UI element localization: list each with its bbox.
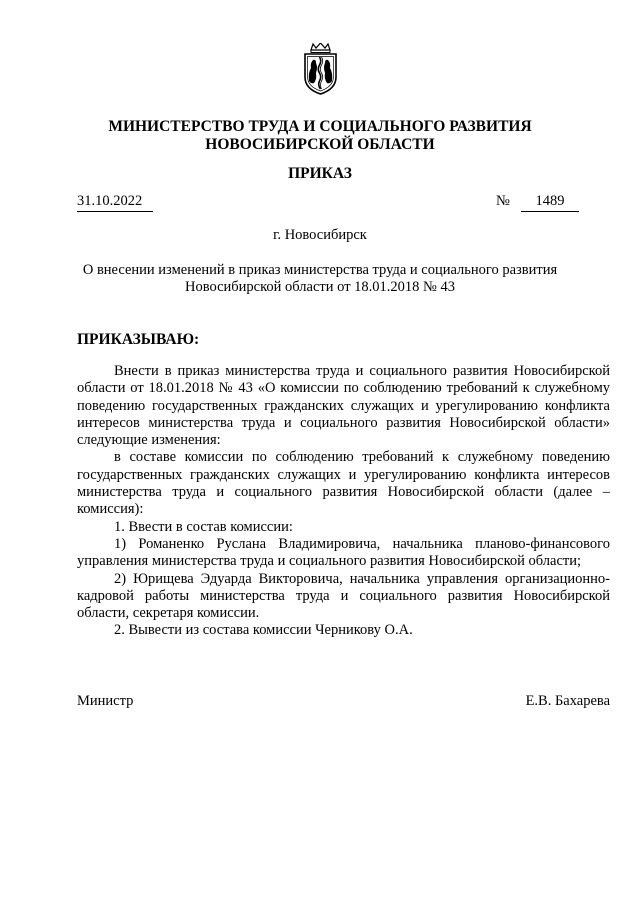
order-subject-line2: Новосибирской области от 18.01.2018 № 43 xyxy=(185,279,455,295)
ministry-name-line2: НОВОСИБИРСКОЙ ОБЛАСТИ xyxy=(205,136,435,153)
order-subject-line1: О внесении изменений в приказ министерства труда и социального развития xyxy=(82,262,558,278)
paragraph: Внести в приказ министерства труда и социального развития Новосибирской области от 18.01.2018 № 43 «О комиссии по соблюдению требований к служебному поведению государственных гражданских служащих и урегулированию конфликта интересов министерства труда и социального развития Новосибирской области» следующие изменения: xyxy=(77,363,610,449)
paragraph: 1) Романенко Руслана Владимировича, начальника планово-финансового управления министерства труда и социального развития Новосибирской области; xyxy=(77,535,610,570)
ministry-name-line1: МИНИСТЕРСТВО ТРУДА И СОЦИАЛЬНОГО РАЗВИТИЯ xyxy=(108,118,532,135)
paragraph: 2) Юрищева Эдуарда Викторовича, начальника управления организационно-кадровой работы министерства труда и социального развития Новосибирской области, секретаря комиссии. xyxy=(77,570,610,622)
signatory-name: Е.В. Бахарева xyxy=(525,693,610,709)
order-date: 31.10.2022 xyxy=(77,193,153,212)
paragraph: 2. Вывести из состава комиссии Черникову О.А. xyxy=(114,622,413,639)
paragraph: 1. Ввести в состав комиссии: xyxy=(114,518,293,535)
number-sign: № xyxy=(496,193,510,209)
order-subject xyxy=(60,262,580,296)
paragraph: в составе комиссии по соблюдению требований к служебному поведению государственных гражданских служащих и урегулированию конфликта интересов министерства труда и социального развития Новосибирской области (далее – комиссия): xyxy=(77,449,610,518)
ministry-name xyxy=(40,118,600,154)
decree-word: ПРИКАЗЫВАЮ: xyxy=(77,331,200,348)
signatory-position: Министр xyxy=(77,693,134,709)
city: г. Новосибирск xyxy=(273,227,367,243)
order-number: 1489 xyxy=(521,193,579,212)
coat-of-arms-icon xyxy=(299,43,342,96)
document-type: ПРИКАЗ xyxy=(288,165,352,182)
order-body xyxy=(77,363,610,640)
